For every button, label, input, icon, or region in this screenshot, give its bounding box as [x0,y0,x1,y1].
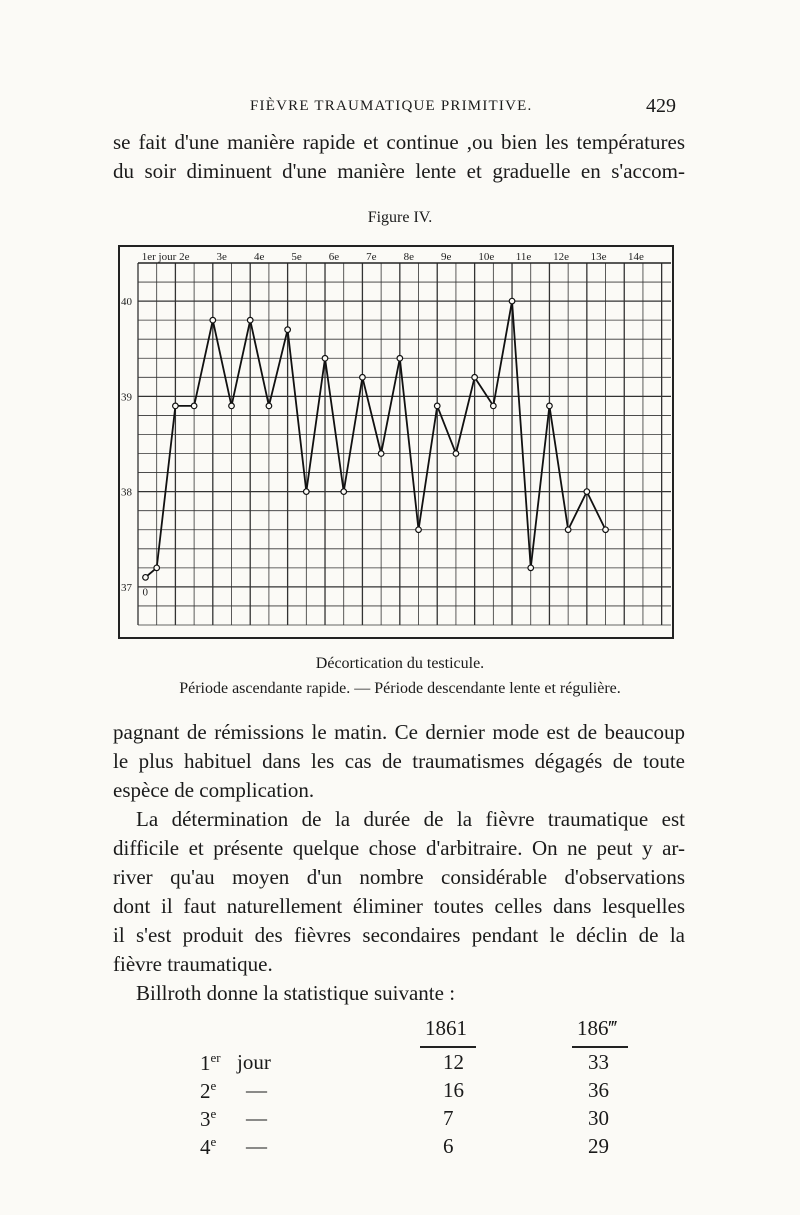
day-label: 9e [440,251,452,263]
data-point [210,317,216,323]
data-point [341,489,347,495]
temperature-chart [118,245,674,641]
value-1861: 16 [443,1078,464,1102]
data-point [453,451,459,457]
data-point [143,575,149,581]
day-label: 5e [291,251,302,263]
value-186x: 33 [588,1050,609,1074]
value-186x: 36 [588,1078,609,1102]
data-point [378,451,384,457]
data-point [191,403,197,409]
y-tick-label: 39 [121,391,132,404]
figure-caption: Décortication du testicule. [315,655,485,672]
data-point [154,565,160,571]
running-title: FIÈVRE TRAUMATIQUE PRIMITIVE. [250,98,533,114]
day-label: 2e [179,251,190,263]
value-1861: 6 [443,1134,454,1158]
column-header-186x: 186‴ [577,1016,618,1040]
day-label: 11e [515,251,532,263]
day-ordinal: 2e [200,1078,217,1103]
paragraph-line: pagnant de rémissions le matin. Ce dernier mode est de beaucoup [113,720,685,744]
day-label: 7e [366,251,377,263]
paragraph-line: le plus habituel dans les cas de traumatismes dégagés de toute [113,749,685,773]
paragraph-line: difficile et présente quelque chose d'arbitraire. On ne peut y ar- [113,836,685,860]
data-point [603,527,609,533]
paragraph-line: espèce de complication. [113,778,315,802]
data-point [360,375,366,381]
paragraph-line: dont il faut naturellement éliminer toutes celles dans lesquelles [113,894,685,918]
day-label: — [246,1106,267,1130]
column-rule [572,1046,628,1048]
day-label: 14e [627,251,644,263]
day-ordinal: 1er [200,1050,221,1075]
paragraph-line: La détermination de la durée de la fièvre traumatique est [136,807,685,831]
day-label: 12e [553,251,570,263]
data-point [547,403,553,409]
data-point [322,355,328,361]
figure-subcaption: Période ascendante rapide. — Période descendante lente et régulière. [179,680,621,697]
data-point [491,403,497,409]
paragraph-line: il s'est produit des fièvres secondaires pendant le déclin de la [113,923,685,947]
day-ordinal: 3e [200,1106,217,1131]
value-186x: 29 [588,1134,609,1158]
value-1861: 12 [443,1050,464,1074]
chart-frame [119,246,673,638]
series-line [145,301,605,577]
page-number: 429 [646,95,676,117]
data-point [565,527,571,533]
day-label: 3e [216,251,227,263]
y-tick-label: 38 [121,486,132,499]
day-label: 4e [253,251,265,263]
data-point [304,489,310,495]
start-label: 0 [142,586,148,599]
day-label: 6e [328,251,340,263]
data-point [247,317,253,323]
data-point [509,298,515,304]
data-point [528,565,534,571]
paragraph-line: Billroth donne la statistique suivante : [136,981,456,1005]
day-label: 13e [590,251,607,263]
day-label: 10e [478,251,495,263]
data-point [285,327,291,333]
data-point [416,527,422,533]
day-label: — [246,1078,267,1102]
column-rule [420,1046,476,1048]
y-tick-label: 40 [121,296,132,309]
paragraph-line: se fait d'une manière rapide et continue ,ou bien les températures [113,130,685,154]
day-label: jour [237,1050,271,1074]
paragraph-line: fièvre traumatique. [113,952,273,976]
data-point [434,403,440,409]
data-point [266,403,272,409]
data-point [584,489,590,495]
day-label: 1er jour [141,251,177,263]
value-1861: 7 [443,1106,454,1130]
day-label: 8e [403,251,414,263]
paragraph-line: river qu'au moyen d'un nombre considérable d'observations [113,865,685,889]
data-point [397,355,403,361]
paragraph-line: du soir diminuent d'une manière lente et graduelle en s'accom- [113,159,685,183]
y-tick-label: 37 [121,581,132,594]
figure-title: Figure IV. [367,209,433,226]
data-point [472,375,478,381]
value-186x: 30 [588,1106,609,1130]
data-point [229,403,235,409]
day-ordinal: 4e [200,1134,217,1159]
day-label: — [246,1134,267,1158]
column-header-1861: 1861 [425,1016,467,1040]
data-point [173,403,179,409]
